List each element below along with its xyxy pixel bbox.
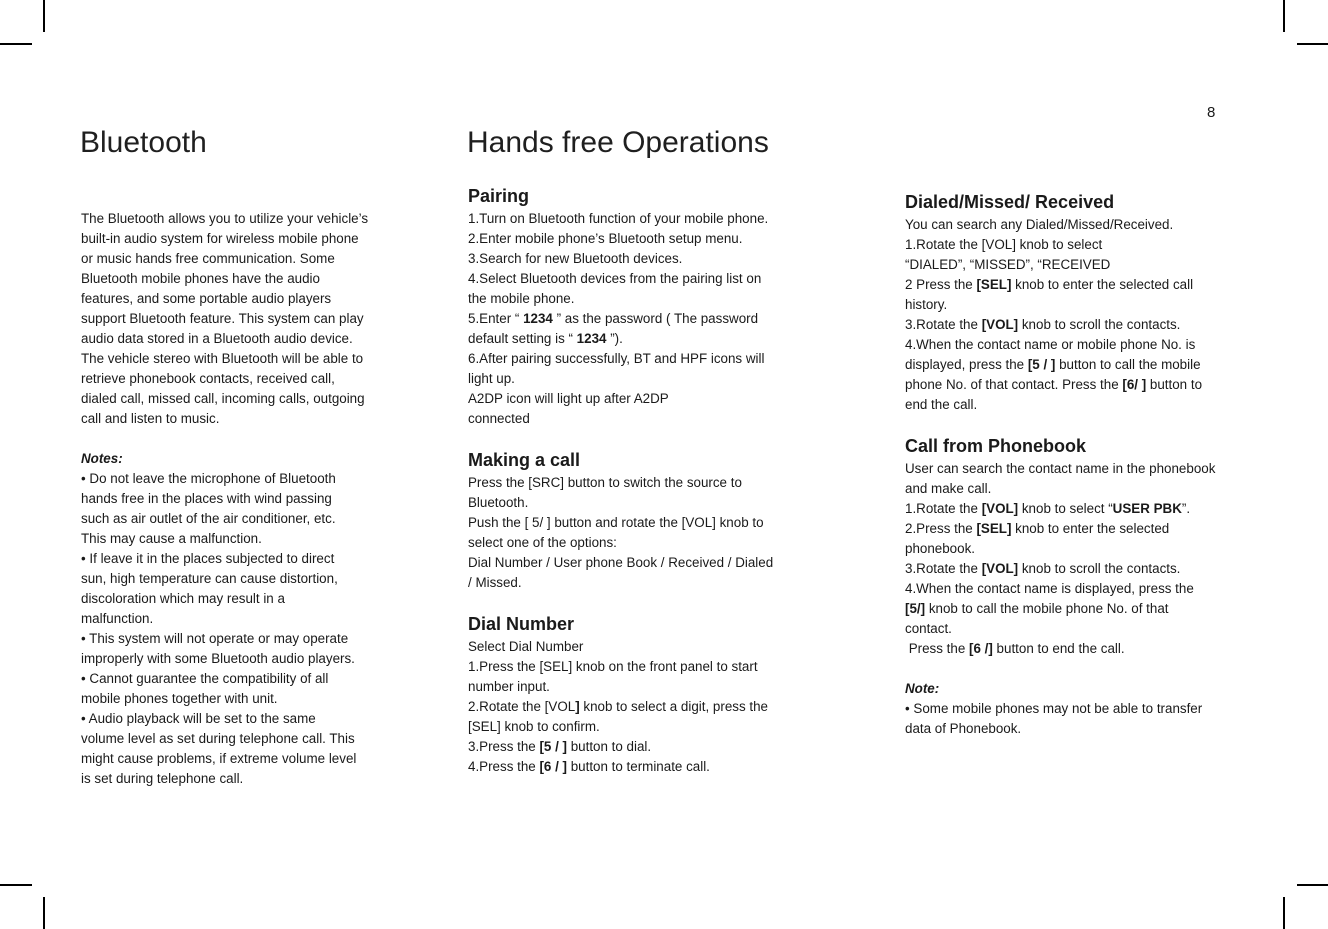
password-value: 1234	[576, 331, 607, 346]
title-bluetooth: Bluetooth	[80, 126, 207, 159]
crop-mark	[43, 897, 45, 929]
dial-number-step: [SEL] knob to confirm.	[468, 719, 600, 734]
crop-mark	[1283, 0, 1285, 32]
dialed-missed-heading: Dialed/Missed/ Received	[905, 192, 1115, 212]
call-history-column	[905, 189, 1267, 739]
intro-line: retrieve phonebook contacts, received call,	[81, 371, 335, 386]
note-line: • Some mobile phones may not be able to transfer	[905, 701, 1203, 716]
pairing-step: 3.Search for new Bluetooth devices.	[468, 251, 683, 266]
crop-mark	[0, 884, 32, 886]
dial-number-step: number input.	[468, 679, 550, 694]
intro-line: support Bluetooth feature. This system can play	[81, 311, 364, 326]
pairing-heading: Pairing	[468, 186, 530, 206]
dial-number-step: 2.Rotate the [VOL] knob to select a digit, press the	[468, 699, 768, 714]
notes-line: • Audio playback will be set to the same	[81, 711, 316, 726]
pairing-step: default setting is “ 1234 ”).	[468, 331, 623, 346]
dialed-missed-line: phone No. of that contact. Press the [6/ ] button to	[905, 377, 1203, 392]
intro-paragraph	[81, 209, 426, 429]
making-call-line: Push the [ 5/ ] button and rotate the [VOL] knob to	[468, 515, 764, 530]
notes-line: This may cause a malfunction.	[81, 531, 262, 546]
notes-line: is set during telephone call.	[81, 771, 244, 786]
making-call-line: Press the [SRC] button to switch the source to	[468, 475, 742, 490]
crop-mark	[0, 43, 32, 45]
phonebook-line: phonebook.	[905, 541, 975, 556]
intro-line: built-in audio system for wireless mobile phone	[81, 231, 359, 246]
notes-line: hands free in the places with wind passing	[81, 491, 332, 506]
intro-line: audio data stored in a Bluetooth audio device.	[81, 331, 353, 346]
notes-line: • Cannot guarantee the compatibility of all	[81, 671, 329, 686]
pairing-step: the mobile phone.	[468, 291, 575, 306]
notes-line: improperly with some Bluetooth audio players.	[81, 651, 355, 666]
intro-line: dialed call, missed call, incoming calls, outgoing	[81, 391, 365, 406]
phonebook-line: 1.Rotate the [VOL] knob to select “USER PBK”.	[905, 501, 1191, 516]
phonebook-line: User can search the contact name in the phonebook	[905, 461, 1216, 476]
hands-free-column	[468, 183, 828, 777]
phonebook-line: contact.	[905, 621, 952, 636]
pairing-step: 1.Turn on Bluetooth function of your mobile phone.	[468, 211, 769, 226]
title-hands-free: Hands free Operations	[467, 126, 769, 159]
notes-line: discoloration which may result in a	[81, 591, 285, 606]
dialed-missed-line: 3.Rotate the [VOL] knob to scroll the contacts.	[905, 317, 1181, 332]
pairing-step: 5.Enter “ 1234 ” as the password ( The password	[468, 311, 759, 326]
page-number: 8	[1207, 104, 1216, 121]
pairing-step: A2DP icon will light up after A2DP	[468, 391, 669, 406]
notes-list	[81, 469, 426, 789]
phonebook-line: and make call.	[905, 481, 992, 496]
notes-heading: Notes:	[81, 451, 123, 466]
making-call-line: Dial Number / User phone Book / Received / Dialed	[468, 555, 774, 570]
dial-number-step: 1.Press the [SEL] knob on the front panel to start	[468, 659, 758, 674]
dialed-missed-line: history.	[905, 297, 948, 312]
phonebook-line: 2.Press the [SEL] knob to enter the selected	[905, 521, 1170, 536]
phonebook-line: [5/] knob to call the mobile phone No. of that	[905, 601, 1169, 616]
phonebook-heading: Call from Phonebook	[905, 436, 1087, 456]
intro-line: call and listen to music.	[81, 411, 220, 426]
making-call-heading: Making a call	[468, 450, 581, 470]
intro-line: The vehicle stereo with Bluetooth will be able to	[81, 351, 364, 366]
notes-line: • Do not leave the microphone of Bluetooth	[81, 471, 336, 486]
note-line: data of Phonebook.	[905, 721, 1022, 736]
notes-line: such as air outlet of the air conditioner, etc.	[81, 511, 336, 526]
making-call-line: Bluetooth.	[468, 495, 529, 510]
intro-line: Bluetooth mobile phones have the audio	[81, 271, 320, 286]
dial-number-heading: Dial Number	[468, 614, 575, 634]
phonebook-line: 4.When the contact name is displayed, press the	[905, 581, 1194, 596]
notes-line: volume level as set during telephone call. This	[81, 731, 355, 746]
crop-mark	[1297, 43, 1328, 45]
crop-mark	[1297, 884, 1328, 886]
note-heading: Note:	[905, 681, 940, 696]
notes-line: sun, high temperature can cause distortion,	[81, 571, 338, 586]
making-call-line: select one of the options:	[468, 535, 617, 550]
making-call-line: / Missed.	[468, 575, 522, 590]
notes-line: • This system will not operate or may operate	[81, 631, 349, 646]
pairing-step: connected	[468, 411, 530, 426]
notes-line: malfunction.	[81, 611, 154, 626]
pairing-step: 6.After pairing successfully, BT and HPF icons will	[468, 351, 765, 366]
dial-number-step: Select Dial Number	[468, 639, 584, 654]
dialed-missed-line: displayed, press the [5 / ] button to call the mobile	[905, 357, 1201, 372]
bluetooth-column	[81, 209, 426, 789]
dialed-missed-line: 4.When the contact name or mobile phone No. is	[905, 337, 1196, 352]
phonebook-line: Press the [6 /] button to end the call.	[905, 641, 1125, 656]
password-value: 1234	[523, 311, 553, 326]
intro-line: or music hands free communication. Some	[81, 251, 335, 266]
intro-line: The Bluetooth allows you to utilize your vehicle’s	[81, 211, 369, 226]
pairing-step: 4.Select Bluetooth devices from the pairing list on	[468, 271, 762, 286]
crop-mark	[1283, 897, 1285, 929]
phonebook-line: 3.Rotate the [VOL] knob to scroll the contacts.	[905, 561, 1181, 576]
crop-mark	[43, 0, 45, 32]
dialed-missed-line: 2 Press the [SEL] knob to enter the selected call	[905, 277, 1194, 292]
dialed-missed-line: end the call.	[905, 397, 978, 412]
dialed-missed-line: “DIALED”, “MISSED”, “RECEIVED	[905, 257, 1111, 272]
dial-number-step: 4.Press the [6 / ] button to terminate call.	[468, 759, 710, 774]
notes-line: mobile phones together with unit.	[81, 691, 278, 706]
intro-line: features, and some portable audio players	[81, 291, 332, 306]
dialed-missed-line: You can search any Dialed/Missed/Received.	[905, 217, 1174, 232]
pairing-step: light up.	[468, 371, 515, 386]
notes-line: might cause problems, if extreme volume level	[81, 751, 357, 766]
pairing-step: 2.Enter mobile phone’s Bluetooth setup menu.	[468, 231, 743, 246]
notes-line: • If leave it in the places subjected to direct	[81, 551, 335, 566]
dialed-missed-line: 1.Rotate the [VOL] knob to select	[905, 237, 1103, 252]
dial-number-step: 3.Press the [5 / ] button to dial.	[468, 739, 652, 754]
